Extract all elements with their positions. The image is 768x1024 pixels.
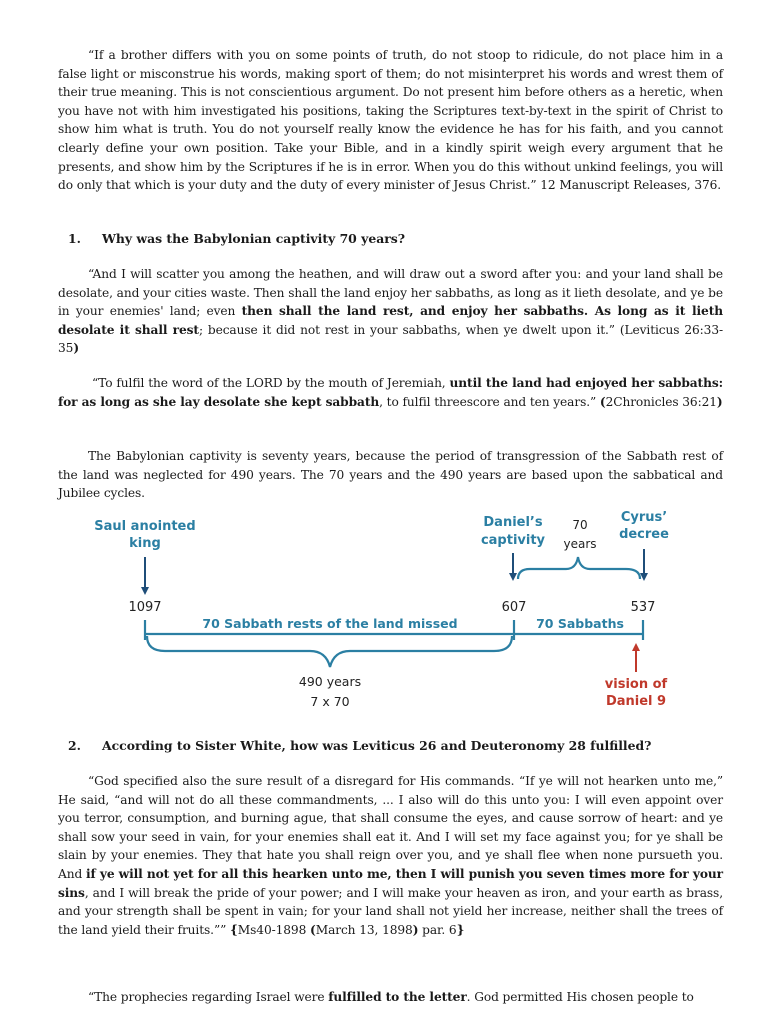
saul-label-1: Saul anointed: [94, 519, 196, 534]
vision-label-1: vision of: [604, 677, 668, 692]
quote-prophecies: “The prophecies regarding Israel were fulfilled to the letter. God permitted His chosen people to: [88, 990, 694, 1004]
vision-label-2: Daniel 9: [605, 694, 667, 709]
seventy-sabbaths-label: 70 Sabbaths: [536, 616, 624, 631]
quote-leviticus: “And I will scatter you among the heathen, and will draw out a sword after you: and your land shall be desolate, and your cities waste. Then shall the land enjoy her sabbaths, as long as it lieth desolate, and ye be in your enemies' land; even then shall the land rest, and enjoy her sabbaths. As long as it lieth desolate it shall rest; because it did not rest in your sabbaths, when ye dwelt upon it.” (Leviticus 26:33-35): [58, 267, 723, 356]
490-years-brace: [147, 636, 512, 667]
question-2: 2. According to Sister White, how was Leviticus 26 and Deuteronomy 28 fulfilled?: [68, 738, 652, 753]
seventy-years-label-2: years: [563, 537, 597, 551]
seventy-years-label-1: 70: [572, 518, 588, 532]
seventy-years-brace: [518, 557, 640, 579]
cyrus-label-1: Cyrus’: [620, 510, 668, 525]
year-1097: 1097: [128, 600, 162, 615]
quote-ms40-1898: “God specified also the sure result of a disregard for His commands. “If ye will not hearken unto me,” He said, “and will not do all these commandments, ... I also will do this unto you: I will even appoint over you terror, consumption, and burning ague, that shall consume the eyes, and cause sorrow of heart: and ye shall sow your seed in vain, for your enemies shall eat it. And I will set my face against you; for ye shall be slain by your enemies. They that hate you shall reign over you, and ye shall flee when none pursueth you. And if ye will not yet for all this hearken unto me, then I will punish you seven times more for your sins, and I will break the pride of your power; and I will make your heaven as iron, and your earth as brass, and your strength shall be spent in vain; for your land shall not yield her increase, neither shall the trees of the land yield their fruits.”” {Ms40-1898 (March 13, 1898) par. 6}: [58, 774, 723, 937]
daniel-label-2: captivity: [480, 533, 546, 548]
saul-label-2: king: [129, 536, 161, 551]
year-537: 537: [630, 600, 656, 615]
490-years-label: 490 years: [298, 674, 362, 689]
question-1: 1. Why was the Babylonian captivity 70 years?: [68, 231, 405, 246]
year-607: 607: [501, 600, 527, 615]
7x70-label: 7 x 70: [310, 694, 350, 709]
daniel-label-1: Daniel’s: [483, 515, 543, 530]
sabbath-rests-missed-label: 70 Sabbath rests of the land missed: [202, 616, 458, 631]
quote-chronicles: “To fulfil the word of the LORD by the mouth of Jeremiah, until the land had enjoyed her sabbaths: for as long as she lay desolate she kept sabbath, to fulfil threescore and ten years.” (2Chronicles 36:21): [58, 376, 723, 409]
quote-manuscript-releases: “If a brother differs with you on some points of truth, do not stoop to ridicule, do not place him in a false light or misconstrue his words, making sport of them; do not misinterpret his words and wrest them of their true meaning. This is not conscientious argument. Do not present him before others as a heretic, when you have not with him investigated his positions, taking the Scriptures text-by-text in the spirit of Christ to show him what is truth. You do not yourself really know the evidence he has for his faith, and you cannot clearly define your own position. Take your Bible, and in a kindly spirit weigh every argument that he presents, and show him by the Scriptures if he is in error. When you do this without unkind feelings, you will do only that which is your duty and the duty of every minister of Jesus Christ.” 12 Manuscript Releases, 376.: [58, 48, 723, 193]
timeline-diagram: [0, 505, 768, 735]
cyrus-label-2: decree: [619, 527, 669, 542]
explanation-paragraph: The Babylonian captivity is seventy years, because the period of transgression of the Sabbath rest of the land was neglected for 490 years. The 70 years and the 490 years are based upon the sabbatical and Jubilee cycles.: [58, 449, 723, 501]
